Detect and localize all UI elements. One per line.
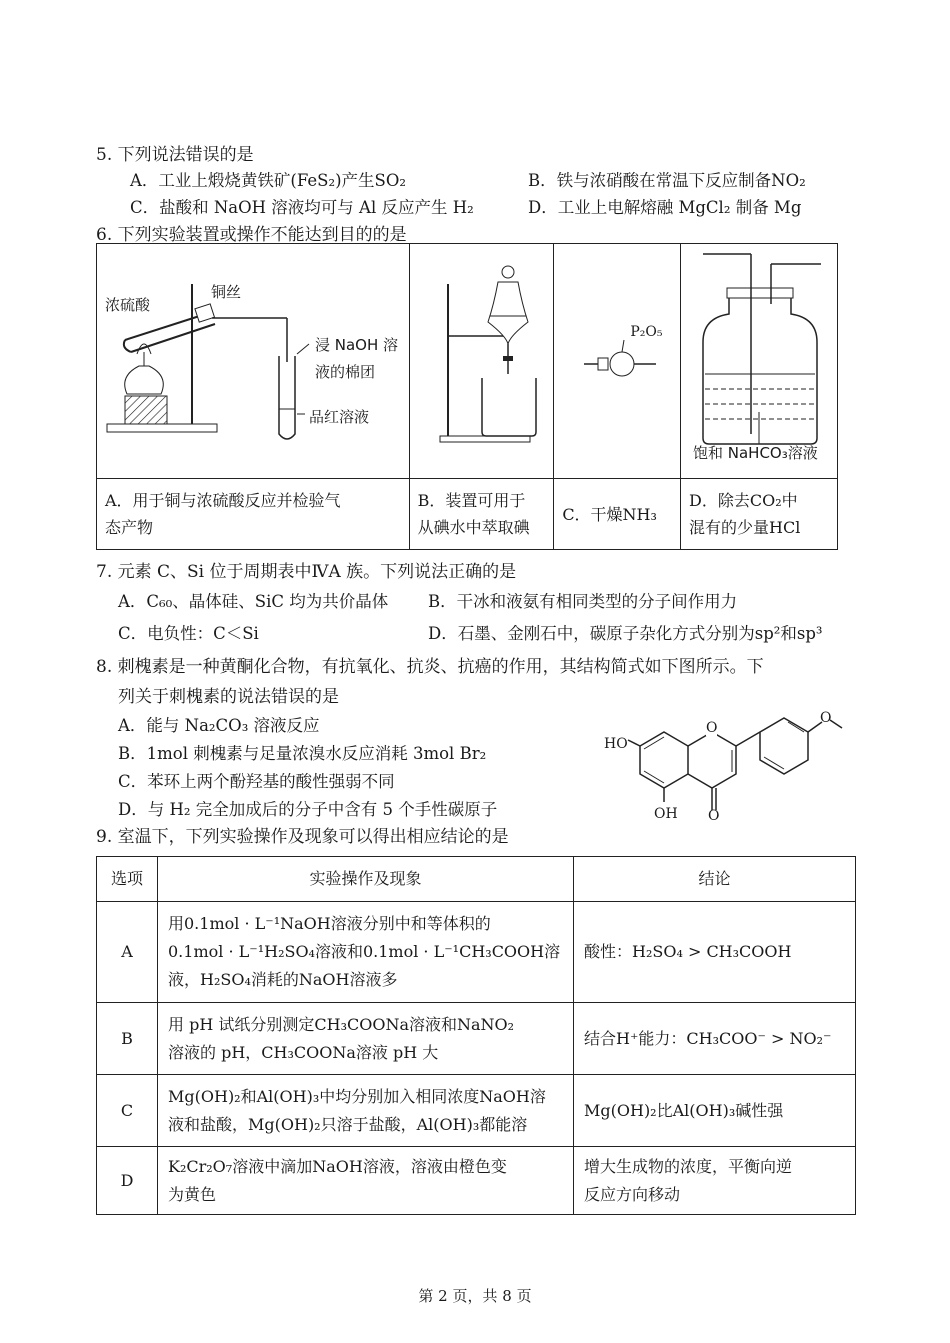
q9-row-c-option: C <box>97 1075 158 1147</box>
q9-row-b-con-line1: 结合H⁺能力：CH₃COO⁻ > NO₂⁻ <box>584 1028 832 1048</box>
q9-row-b <box>97 1003 856 1075</box>
q5-option-c: C．盐酸和 NaOH 溶液均可与 Al 反应产生 H₂ <box>130 198 474 217</box>
q5-stem: 5. 下列说法错误的是 <box>96 145 254 165</box>
struct-keto-oxygen: O <box>708 808 720 824</box>
q9-row-b-operation <box>158 1003 574 1075</box>
q9-row-d-conclusion <box>574 1147 856 1215</box>
gas-washing-bottle-figure <box>681 244 837 474</box>
q9-row-d-op-line2: 为黄色 <box>168 1184 217 1204</box>
q9-row-a-op-line3: 液，H₂SO₄消耗的NaOH溶液多 <box>168 970 398 989</box>
q9-row-a-option: A <box>97 902 158 1003</box>
q6-caption-d <box>681 479 838 550</box>
q9-row-d-con-line2: 反应方向移动 <box>584 1184 681 1204</box>
q9-header-option: 选项 <box>97 857 158 902</box>
q6-caption-c-line1: C．干燥NH₃ <box>562 504 657 524</box>
q9-header-conclusion: 结论 <box>574 857 856 902</box>
label-magenta-solution: 品红溶液 <box>309 408 370 426</box>
q9-row-d-op-line1: K₂Cr₂O₇溶液中滴加NaOH溶液，溶液由橙色变 <box>168 1156 507 1176</box>
q8-option-d: D．与 H₂ 完全加成后的分子中含有 5 个手性碳原子 <box>118 800 498 819</box>
label-naoh-cotton-2: 液的棉团 <box>315 363 376 381</box>
q9-table <box>96 856 856 1215</box>
q9-row-a-op-line1: 用0.1mol · L⁻¹NaOH溶液分别中和等体积的 <box>168 914 491 933</box>
q9-row-c-operation <box>158 1075 574 1147</box>
q6-caption-b-line2: 从碘水中萃取碘 <box>417 518 530 537</box>
apparatus-c <box>554 244 681 479</box>
q7-stem: 7. 元素 C、Si 位于周期表中ⅣA 族。下列说法正确的是 <box>96 562 517 582</box>
struct-methoxy-oxygen: O <box>820 710 832 726</box>
q7-option-d: D．石墨、金刚石中，碳原子杂化方式分别为sp²和sp³ <box>428 624 823 643</box>
page-footer: 第 2 页，共 8 页 <box>418 1287 532 1305</box>
q8-stem-line2: 列关于刺槐素的说法错误的是 <box>118 687 339 707</box>
q9-row-b-op-line2: 溶液的 pH，CH₃COONa溶液 pH 大 <box>168 1042 439 1062</box>
label-nahco3: 饱和 NaHCO₃溶液 <box>693 444 818 462</box>
q9-stem: 9. 室温下，下列实验操作及现象可以得出相应结论的是 <box>96 827 509 847</box>
q6-caption-d-line2: 混有的少量HCl <box>689 518 801 537</box>
q7-option-b: B．干冰和液氨有相同类型的分子间作用力 <box>428 592 738 611</box>
q9-row-b-op-line1: 用 pH 试纸分别测定CH₃COONa溶液和NaNO₂ <box>168 1014 515 1034</box>
q9-row-c <box>97 1075 856 1147</box>
q9-row-c-op-line2: 液和盐酸，Mg(OH)₂只溶于盐酸，Al(OH)₃都能溶 <box>168 1114 528 1134</box>
apparatus-d <box>681 244 838 479</box>
q6-caption-b-line1: B．装置可用于 <box>417 491 526 510</box>
q7-option-a: A．C₆₀、晶体硅、SiC 均为共价晶体 <box>118 592 389 611</box>
q6-caption-c <box>554 479 681 550</box>
q9-header-operation: 实验操作及现象 <box>158 857 574 902</box>
q9-row-d-con-line1: 增大生成物的浓度，平衡向逆 <box>584 1156 793 1176</box>
q9-row-d <box>97 1147 856 1215</box>
struct-ho: HO <box>604 736 628 752</box>
label-naoh-cotton-1: 浸 NaOH 溶 <box>315 336 399 354</box>
q9-header-row <box>97 857 856 902</box>
q6-caption-d-line1: D．除去CO₂中 <box>689 491 798 510</box>
q7-option-c: C．电负性：C＜Si <box>118 624 259 643</box>
q9-row-c-con-line1: Mg(OH)₂比Al(OH)₃碱性强 <box>584 1100 784 1120</box>
copper-acid-apparatus-figure <box>97 244 407 474</box>
q9-row-d-operation <box>158 1147 574 1215</box>
q6-stem: 6. 下列实验装置或操作不能达到目的的是 <box>96 225 407 245</box>
apparatus-b <box>409 244 554 479</box>
struct-oh: OH <box>654 806 678 822</box>
drying-tube-figure <box>554 244 678 474</box>
q6-caption-a-line1: A．用于铜与浓硫酸反应并检验气 <box>105 491 341 510</box>
acacetin-structure-drawing <box>604 702 844 830</box>
q8-option-a: A．能与 Na₂CO₃ 溶液反应 <box>118 716 320 735</box>
q6-apparatus-table <box>96 243 838 550</box>
q9-row-b-conclusion <box>574 1003 856 1075</box>
label-copper-wire: 铜丝 <box>211 283 242 301</box>
label-p2o5: P₂O₅ <box>630 324 663 340</box>
q9-row-a-op-line2: 0.1mol · L⁻¹H₂SO₄溶液和0.1mol · L⁻¹CH₃COOH溶 <box>168 942 561 961</box>
q8-stem-line1: 8. 刺槐素是一种黄酮化合物，有抗氧化、抗炎、抗癌的作用，其结构简式如下图所示。下 <box>96 657 764 677</box>
q9-row-a-conclusion <box>574 902 856 1003</box>
q6-caption-a <box>97 479 410 550</box>
q6-caption-a-line2: 态产物 <box>105 518 154 537</box>
q5-option-d: D．工业上电解熔融 MgCl₂ 制备 Mg <box>528 198 802 217</box>
struct-ring-oxygen: O <box>706 720 718 736</box>
q6-caption-b <box>409 479 554 550</box>
q9-row-b-option: B <box>97 1003 158 1075</box>
q5-option-b: B．铁与浓硝酸在常温下反应制备NO₂ <box>528 171 806 190</box>
separatory-funnel-figure <box>410 244 552 474</box>
q9-row-a-con-line1: 酸性：H₂SO₄ > CH₃COOH <box>584 942 792 961</box>
q8-option-b: B．1mol 刺槐素与足量浓溴水反应消耗 3mol Br₂ <box>118 744 487 763</box>
q9-row-d-option: D <box>97 1147 158 1215</box>
q9-row-a-operation <box>158 902 574 1003</box>
acacetin-structure <box>604 702 844 830</box>
q5-option-a: A．工业上煅烧黄铁矿(FeS₂)产生SO₂ <box>130 171 406 190</box>
q9-row-a <box>97 902 856 1003</box>
apparatus-a <box>97 244 410 479</box>
q9-row-c-conclusion <box>574 1075 856 1147</box>
label-conc-sulfuric: 浓硫酸 <box>105 296 151 314</box>
q8-option-c: C．苯环上两个酚羟基的酸性强弱不同 <box>118 772 395 791</box>
q9-row-c-op-line1: Mg(OH)₂和Al(OH)₃中均分别加入相同浓度NaOH溶 <box>168 1086 546 1106</box>
